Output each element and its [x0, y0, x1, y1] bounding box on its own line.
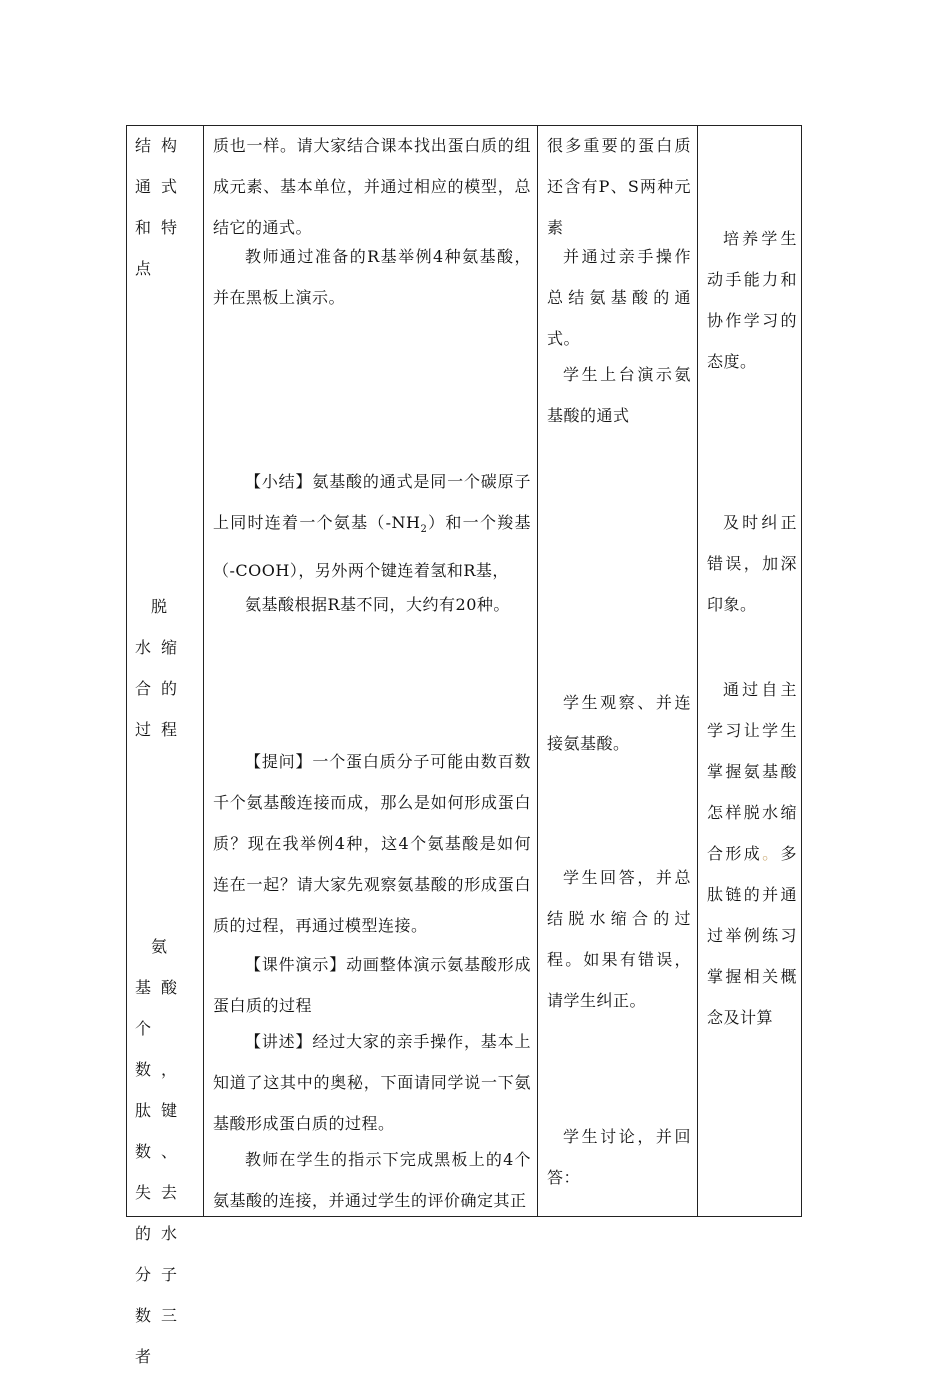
teacher-paragraph: 质也一样。请大家结合课本找出蛋白质的组成元素、基本单位，并通过相应的模型，总结它的通式。 — [213, 136, 531, 237]
lecture-paragraph: 【讲述】经过大家的亲手操作，基本上知道了这其中的奥秘，下面请同学说一下氨基酸形成蛋白质的过程。 — [213, 1032, 531, 1133]
topic-structure: 结构通式和特点 — [135, 136, 188, 278]
topic-counting: 氨基酸个数，肽键数、失去的水分子数三者 — [135, 937, 188, 1366]
summary-paragraph: 【小结】氨基酸的通式是同一个碳原子上同时连着一个氨基$(-NH_2)$和一个羧基（-COOH），另外两个键连着氢和R基， — [213, 472, 531, 581]
demo-paragraph: 【课件演示】动画整体演示氨基酸形成蛋白质的过程 — [213, 955, 531, 1015]
teacher-paragraph: 氨基酸根据R基不同，大约有20种。 — [245, 595, 510, 614]
intent-paragraph: 及时纠正错误，加深印象。 — [707, 513, 797, 614]
student-paragraph: 学生上台演示氨基酸的通式 — [547, 365, 691, 425]
student-paragraph: 学生讨论，并回答： — [547, 1127, 691, 1187]
question-tag: 【提问】 — [245, 752, 313, 771]
column-divider — [537, 126, 538, 1216]
teacher-activity-column — [213, 126, 531, 1216]
student-paragraph: 很多重要的蛋白质还含有P、S两种元素 — [547, 136, 691, 237]
design-intent-column — [707, 126, 797, 1216]
student-paragraph: 并通过亲手操作总结氨基酸的通式。 — [547, 247, 691, 348]
column-divider — [697, 126, 698, 1216]
stray-mark: 。 — [762, 844, 781, 863]
lesson-table — [126, 125, 802, 1366]
intent-paragraph: 培养学生动手能力和协作学习的态度。 — [707, 229, 797, 371]
student-paragraph: 学生观察、并连接氨基酸。 — [547, 693, 691, 753]
student-activity-column — [547, 126, 691, 1216]
lecture-tag: 【讲述】 — [245, 1032, 313, 1051]
teacher-paragraph: 教师通过准备的R基举例4种氨基酸，并在黑板上演示。 — [213, 247, 531, 307]
content-column — [135, 126, 199, 1366]
question-paragraph: 【提问】一个蛋白质分子可能由数百数千个氨基酸连接而成，那么是如何形成蛋白质？现在我举例4种，这4个氨基酸是如何连在一起？请大家先观察氨基酸的形成蛋白质的过程，再通过模型连接。 — [213, 752, 531, 935]
teacher-paragraph: 教师在学生的指示下完成黑板上的4个氨基酸的连接，并通过学生的评价确定其正 — [213, 1150, 531, 1210]
summary-tag: 【小结】 — [245, 472, 313, 491]
demo-tag: 【课件演示】 — [245, 955, 347, 974]
intent-paragraph: 通过自主学习让学生掌握氨基酸怎样脱水缩合形成。多肽链的并通过举例练习掌握相关概念及计算 — [707, 680, 797, 1027]
student-paragraph: 学生回答，并总结脱水缩合的过程。如果有错误，请学生纠正。 — [547, 868, 691, 1010]
topic-dehydration: 脱水缩合的过程 — [135, 597, 188, 739]
column-divider — [203, 126, 204, 1216]
